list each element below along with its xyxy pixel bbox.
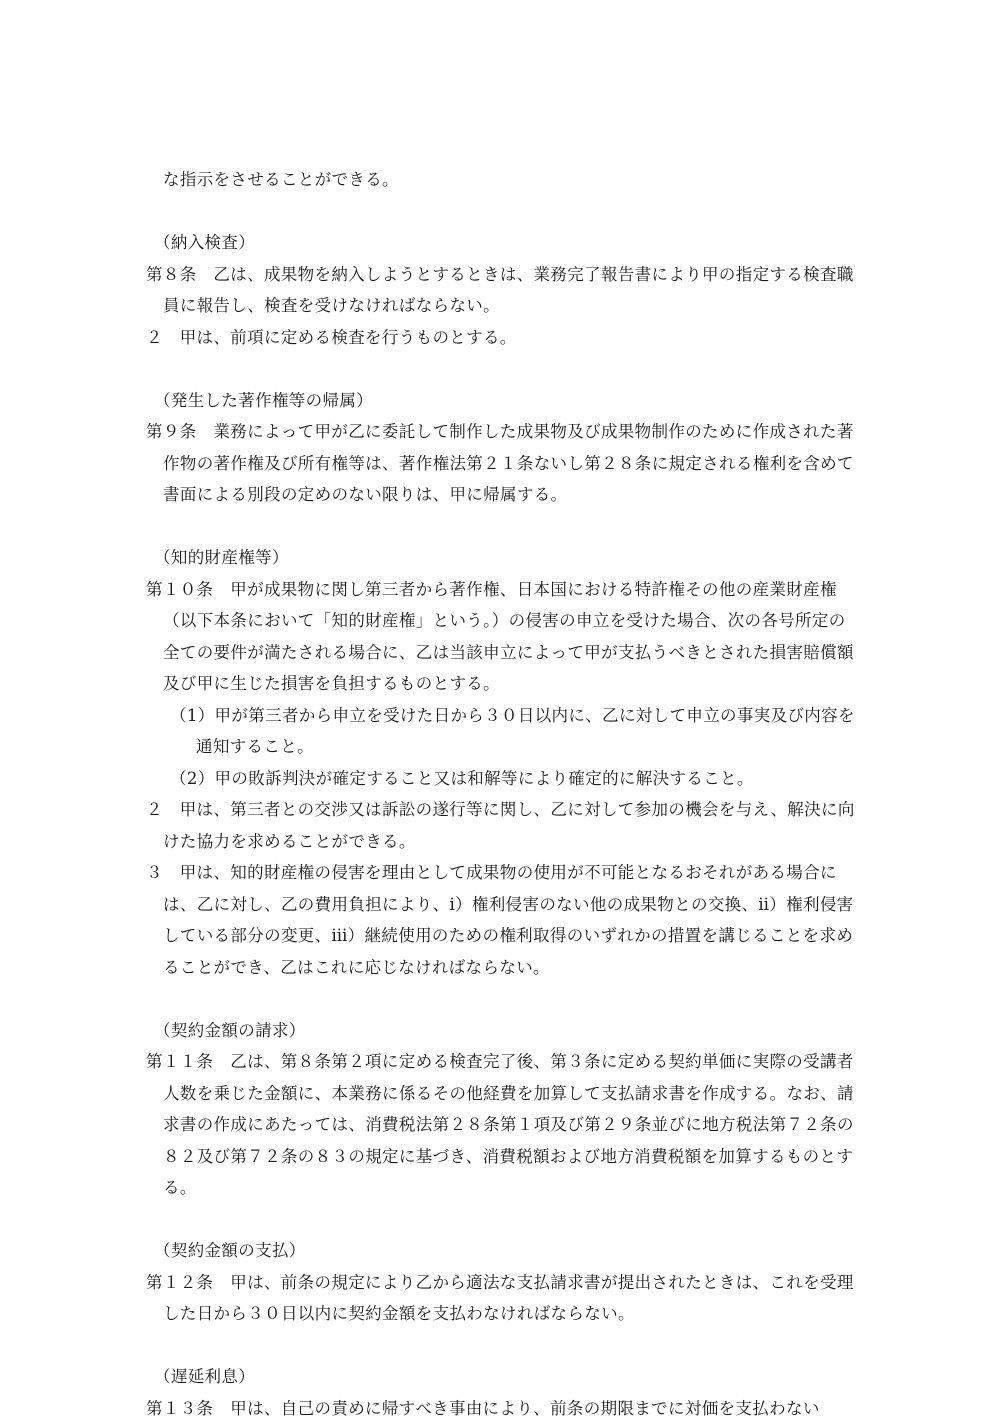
article-13-clause-1: 第１３条 甲は、自己の責めに帰すべき事由により、前条の期限までに対価を支払わない	[146, 1393, 860, 1424]
article-10-clause-3: ３ 甲は、知的財産権の侵害を理由として成果物の使用が不可能となるおそれがある場合には、乙に対し、乙の費用負担により、ⅰ）権利侵害のない他の成果物との交換、ⅱ）権利侵害している部分の変更、ⅲ）継続使用のための権利取得のいずれかの措置を講じることを求めることができ、乙はこれに応じなければならない。	[146, 857, 860, 983]
spacer	[146, 983, 860, 1015]
article-10-heading: （知的財産権等）	[146, 542, 860, 574]
article-8-clause-2: ２ 甲は、前項に定める検査を行うものとする。	[146, 322, 860, 354]
article-10-item-1: （1）甲が第三者から申立を受けた日から３０日以内に、乙に対して申立の事実及び内容を通知すること。	[146, 700, 860, 763]
continued-text: な指示をさせることができる。	[146, 164, 860, 196]
article-9-clause-1: 第９条 業務によって甲が乙に委託して制作した成果物及び成果物制作のために作成された著作物の著作権及び所有権等は、著作権法第２１条ないし第２８条に規定される権利を含めて書面による別段の定めのない限りは、甲に帰属する。	[146, 416, 860, 511]
article-12-heading: （契約金額の支払）	[146, 1235, 860, 1267]
article-8-clause-1: 第８条 乙は、成果物を納入しようとするときは、業務完了報告書により甲の指定する検査職員に報告し、検査を受けなければならない。	[146, 259, 860, 322]
spacer	[146, 353, 860, 385]
article-8-heading: （納入検査）	[146, 227, 860, 259]
spacer	[146, 1330, 860, 1362]
article-13-heading: （遅延利息）	[146, 1361, 860, 1393]
article-9-heading: （発生した著作権等の帰属）	[146, 385, 860, 417]
article-10-item-2: （2）甲の敗訴判決が確定すること又は和解等により確定的に解決すること。	[146, 763, 860, 795]
article-11-heading: （契約金額の請求）	[146, 1015, 860, 1047]
article-12-clause-1: 第１２条 甲は、前条の規定により乙から適法な支払請求書が提出されたときは、これを受理した日から３０日以内に契約金額を支払わなければならない。	[146, 1267, 860, 1330]
spacer	[146, 196, 860, 228]
spacer	[146, 1204, 860, 1236]
article-10-clause-1: 第１０条 甲が成果物に関し第三者から著作権、日本国における特許権その他の産業財産権（以下本条において「知的財産権」という。）の侵害の申立を受けた場合、次の各号所定の全ての要件が満たされる場合に、乙は当該申立によって甲が支払うべきとされた損害賠償額及び甲に生じた損害を負担するものとする。	[146, 574, 860, 700]
spacer	[146, 511, 860, 543]
article-10-clause-2: ２ 甲は、第三者との交渉又は訴訟の遂行等に関し、乙に対して参加の機会を与え、解決に向けた協力を求めることができる。	[146, 794, 860, 857]
contract-page	[146, 164, 860, 1424]
article-11-clause-1: 第１１条 乙は、第８条第２項に定める検査完了後、第３条に定める契約単価に実際の受講者人数を乗じた金額に、本業務に係るその他経費を加算して支払請求書を作成する。なお、請求書の作成にあたっては、消費税法第２８条第１項及び第２９条並びに地方税法第７２条の８２及び第７２条の８３の規定に基づき、消費税額および地方消費税額を加算するものとする。	[146, 1046, 860, 1204]
